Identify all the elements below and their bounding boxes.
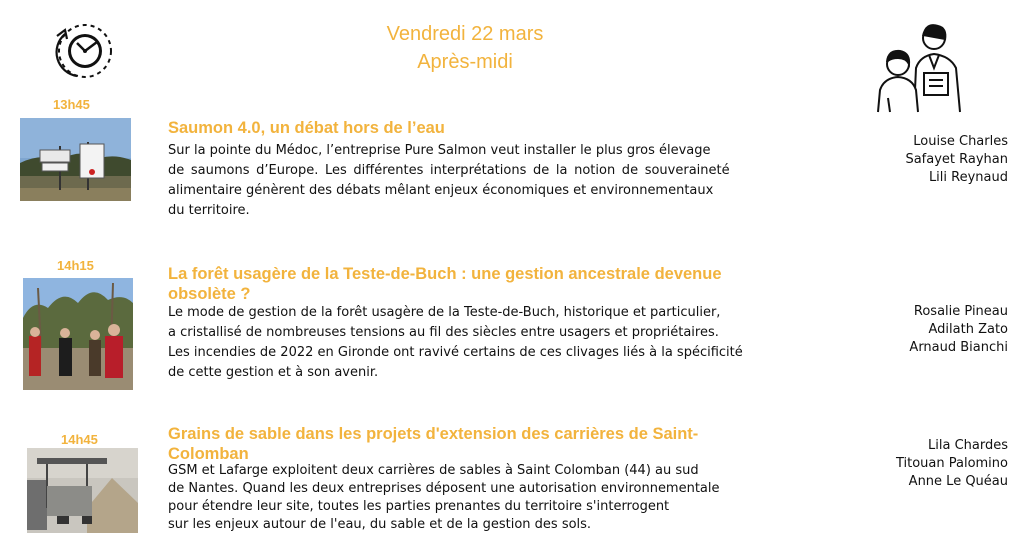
session-description [168,141,730,221]
description-line: Sur la pointe du Médoc, l’entreprise Pure Salmon veut installer le plus gros élevage [168,143,711,158]
speaker-name: Lili Reynaud [928,170,1008,185]
speaker-list [905,133,1008,187]
description-line: GSM et Lafarge exploitent deux carrières de sables à Saint Colomban (44) au sud [168,463,699,478]
session-title: Saumon 4.0, un débat hors de l’eau [168,119,445,137]
session-description [168,462,720,534]
description-line: de Nantes. Quand les deux entreprises déposent une autorisation environnementale [168,481,720,496]
description-line: de saumons d’Europe. Les différentes interprétations de la notion de souveraineté [168,163,730,178]
session-time: 14h45 [61,432,98,447]
session-photo-signs [20,118,131,201]
description-line: pour étendre leur site, toutes les parties prenantes du territoire s'interrogent [168,499,670,514]
session-title: Grains de sable dans les projets d'extension des carrières de Saint-Colomban [168,425,699,463]
date-heading: Vendredi 22 mars [386,23,544,45]
speaker-name: Safayet Rayhan [905,152,1008,167]
people-icon [874,18,966,114]
description-line: a cristallisé de nombreuses tensions au fil des siècles entre usagers et propriétaires. [168,325,719,340]
session-description [168,303,743,383]
speaker-list [909,303,1008,357]
description-line: alimentaire génèrent des débats mêlant enjeux économiques et environnementaux [168,183,714,198]
description-line: de cette gestion et à son avenir. [168,365,379,380]
speaker-name: Arnaud Bianchi [909,340,1008,355]
speaker-name: Lila Chardes [928,438,1008,453]
speaker-list [896,437,1008,491]
speaker-name: Titouan Palomino [895,456,1008,471]
speaker-name: Anne Le Quéau [908,474,1008,489]
period-heading: Après-midi [417,51,513,73]
description-line: sur les enjeux autour de l'eau, du sable et de la gestion des sols. [168,517,592,532]
session-time: 13h45 [53,97,90,112]
speaker-name: Rosalie Pineau [913,304,1008,319]
description-line: du territoire. [168,203,250,218]
description-line: Les incendies de 2022 en Gironde ont ravivé certains de ces clivages liés à la spécificité [168,345,743,360]
session-photo-forest [23,278,133,390]
session-title: La forêt usagère de la Teste-de-Buch : une gestion ancestrale devenue obsolète ? [168,265,722,303]
session-photo-quarry [27,448,138,533]
session-time: 14h15 [57,258,94,273]
speaker-name: Louise Charles [913,134,1008,149]
page-header [0,20,930,76]
description-line: Le mode de gestion de la forêt usagère de la Teste-de-Buch, historique et particulier, [168,305,721,320]
speaker-name: Adilath Zato [928,322,1008,337]
